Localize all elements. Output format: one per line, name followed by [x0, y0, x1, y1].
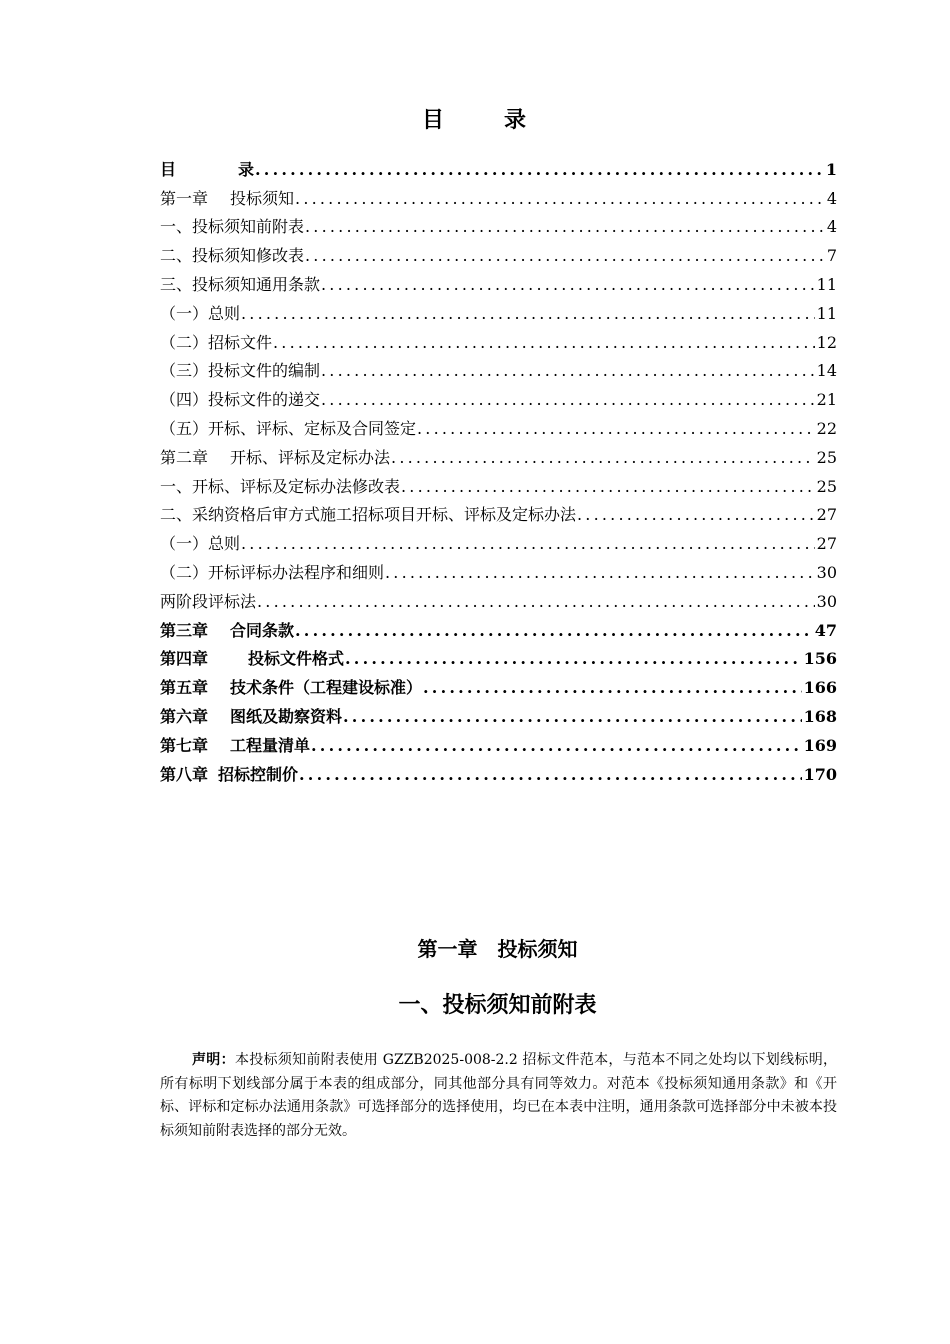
toc-entry[interactable] — [160, 180, 837, 209]
toc-entry-label: 一、开标、评标及定标办法修改表 — [160, 476, 401, 496]
toc-entry[interactable] — [160, 266, 837, 295]
toc-page-number: 1 — [825, 159, 837, 179]
toc-page-number: 168 — [803, 706, 837, 726]
toc-entry-label: 第二章 开标、评标及定标办法 — [160, 447, 391, 467]
toc-page-number: 4 — [826, 188, 837, 208]
toc-leader-dots — [320, 275, 815, 295]
toc-entry-label: （一）总则 — [160, 303, 241, 323]
toc-page-number: 27 — [816, 505, 837, 525]
toc-entry[interactable] — [160, 410, 837, 439]
toc-page-number: 22 — [816, 418, 837, 438]
toc-title-right: 录 — [504, 107, 529, 133]
toc-page-number: 14 — [816, 361, 837, 381]
statement-paragraph — [160, 1049, 837, 1143]
toc-entry[interactable] — [160, 554, 837, 583]
toc-entry[interactable] — [160, 468, 837, 497]
toc-page-number: 12 — [816, 332, 837, 352]
table-of-contents — [160, 151, 837, 785]
toc-entry[interactable] — [160, 353, 837, 382]
toc-entry[interactable] — [160, 669, 837, 698]
toc-page-number: 47 — [814, 620, 837, 640]
toc-leader-dots — [304, 217, 825, 237]
toc-entry-label: （二）开标评标办法程序和细则 — [160, 562, 385, 582]
toc-page-number: 21 — [816, 390, 837, 410]
toc-entry[interactable] — [160, 497, 837, 526]
toc-entry[interactable] — [160, 583, 837, 612]
toc-entry-label: 第三章 合同条款 — [160, 620, 295, 640]
toc-page-number: 156 — [803, 649, 837, 669]
toc-entry[interactable] — [160, 698, 837, 727]
toc-entry[interactable] — [160, 727, 837, 756]
toc-entry-label: 目 录 — [160, 159, 255, 179]
toc-entry-label: 第一章 投标须知 — [160, 188, 295, 208]
toc-entry[interactable] — [160, 381, 837, 410]
toc-page-number: 27 — [816, 534, 837, 554]
toc-leader-dots — [576, 505, 815, 525]
toc-page-number: 25 — [816, 476, 837, 496]
toc-page-number: 11 — [816, 303, 837, 323]
toc-entry-label: （一）总则 — [160, 534, 241, 554]
toc-leader-dots — [422, 678, 802, 698]
toc-page-number: 30 — [816, 562, 837, 582]
toc-page-number: 169 — [803, 735, 837, 755]
toc-entry-label: （三）投标文件的编制 — [160, 361, 321, 381]
toc-entry-label: 第五章 技术条件（工程建设标准） — [160, 678, 423, 698]
toc-leader-dots — [240, 304, 815, 324]
toc-entry[interactable] — [160, 237, 837, 266]
toc-leader-dots — [400, 477, 815, 497]
toc-entry-label: （五）开标、评标、定标及合同签定 — [160, 418, 417, 438]
chapter-title: 第一章 投标须知 — [417, 937, 578, 961]
toc-leader-dots — [310, 736, 802, 756]
toc-entry[interactable] — [160, 439, 837, 468]
toc-entry[interactable] — [160, 295, 837, 324]
toc-leader-dots — [256, 592, 815, 612]
toc-page-number: 4 — [826, 217, 837, 237]
toc-entry-label: （二）招标文件 — [160, 332, 273, 352]
toc-leader-dots — [320, 390, 815, 410]
toc-leader-dots — [294, 621, 813, 641]
statement-lead: 声明： — [192, 1052, 235, 1068]
toc-page-number: 30 — [816, 591, 837, 611]
toc-entry[interactable] — [160, 756, 837, 785]
toc-entry[interactable] — [160, 151, 837, 180]
toc-entry[interactable] — [160, 525, 837, 554]
toc-entry-label: 第六章 图纸及勘察资料 — [160, 706, 343, 726]
statement-body: 本投标须知前附表使用 GZZB2025-008-2.2 招标文件范本，与范本不同之处均以下划线标明，所有标明下划线部分属于本表的组成部分，同其他部分具有同等效力。对范本《投标须知通用条款》和《开标、评标和定标办法通用条款》可选择部分的选择使用，均已在本表中注明，通用条款可选择部分中未被本投标须知前附表选择的部分无效。 — [160, 1052, 838, 1139]
toc-page-number: 7 — [826, 246, 837, 266]
toc-entry-label: 两阶段评标法 — [160, 591, 257, 611]
toc-entry[interactable] — [160, 324, 837, 353]
toc-leader-dots — [384, 563, 815, 583]
toc-entry[interactable] — [160, 641, 837, 670]
toc-entry[interactable] — [160, 612, 837, 641]
toc-leader-dots — [294, 189, 825, 209]
toc-leader-dots — [298, 765, 802, 785]
toc-leader-dots — [390, 448, 815, 468]
toc-entry-label: 二、投标须知修改表 — [160, 246, 305, 266]
toc-leader-dots — [320, 361, 815, 381]
section-title: 一、投标须知前附表 — [398, 992, 597, 1018]
toc-entry-label: 第八章 招标控制价 — [160, 764, 299, 784]
toc-page-number: 11 — [816, 274, 837, 294]
toc-page-number: 166 — [803, 678, 837, 698]
toc-leader-dots — [344, 649, 802, 669]
toc-leader-dots — [342, 707, 802, 727]
toc-leader-dots — [254, 160, 824, 180]
toc-entry-label: 三、投标须知通用条款 — [160, 274, 321, 294]
toc-leader-dots — [304, 246, 825, 266]
toc-leader-dots — [240, 534, 815, 554]
toc-entry-label: （四）投标文件的递交 — [160, 390, 321, 410]
toc-entry[interactable] — [160, 209, 837, 238]
toc-entry-label: 一、投标须知前附表 — [160, 217, 305, 237]
toc-page-number: 170 — [803, 764, 837, 784]
toc-leader-dots — [416, 419, 815, 439]
toc-entry-label: 二、采纳资格后审方式施工招标项目开标、评标及定标办法 — [160, 505, 577, 525]
toc-entry-label: 第四章 投标文件格式 — [160, 649, 345, 669]
toc-title-left: 目 — [421, 107, 446, 133]
toc-entry-label: 第七章 工程量清单 — [160, 735, 311, 755]
toc-leader-dots — [272, 333, 815, 353]
toc-title — [0, 103, 950, 134]
toc-page-number: 25 — [816, 447, 837, 467]
